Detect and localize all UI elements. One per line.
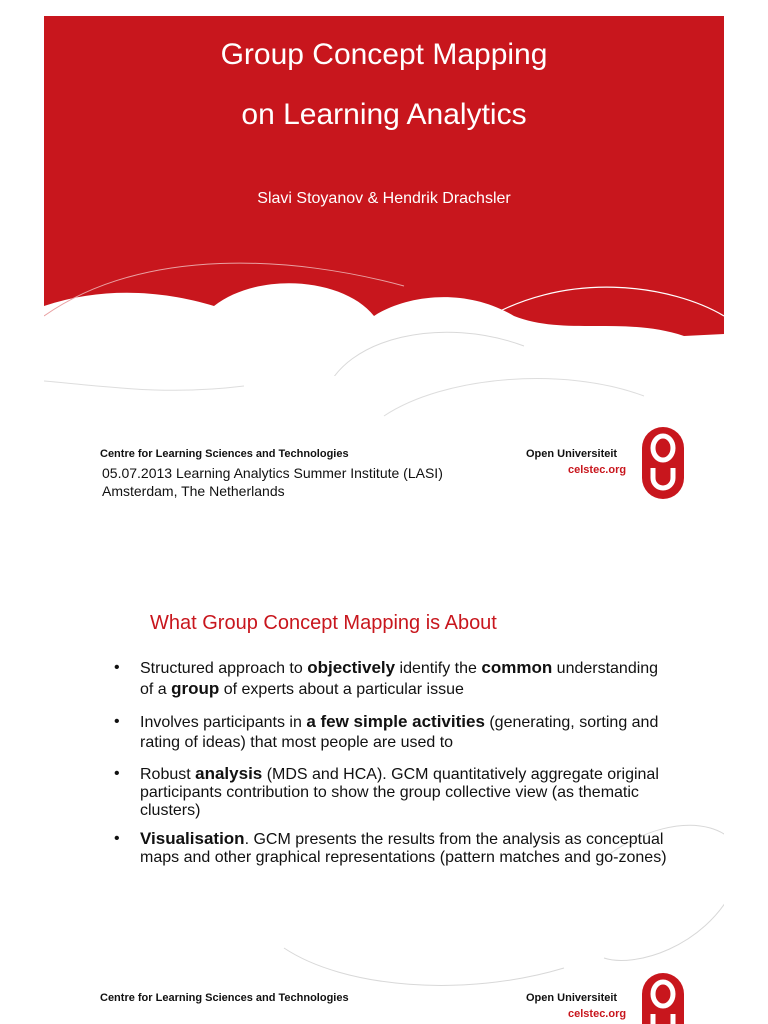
brand-name: Open Universiteit	[526, 448, 618, 460]
brand-site: celstec.org	[568, 464, 627, 476]
bullet-text: Structured approach to	[140, 660, 308, 677]
footer-org: Centre for Learning Sciences and Technologies	[100, 992, 349, 1004]
open-universiteit-logo-icon	[641, 972, 685, 1024]
bullet-text: . GCM presents the results from the analysis as conceptual maps and other graphical representations (pattern matches and go-zones)	[140, 831, 667, 866]
list-item	[114, 712, 674, 753]
footer-org: Centre for Learning Sciences and Technologies	[100, 448, 349, 460]
bullet-icon: •	[114, 713, 120, 730]
bullet-list	[114, 658, 674, 867]
slide-title-line-2: on Learning Analytics	[241, 98, 527, 131]
bullet-emphasis: common	[481, 658, 553, 677]
bullet-text: identify the	[395, 660, 482, 677]
list-item	[114, 830, 674, 867]
bullet-text: Robust	[140, 766, 196, 783]
bullet-emphasis: Visualisation	[140, 829, 245, 848]
bullet-icon: •	[114, 830, 120, 847]
bullet-text: Involves participants in	[140, 714, 307, 731]
bullet-text: of experts about a particular issue	[219, 681, 464, 698]
bullet-text: (generating, sorting and rating of ideas) that most people are used to	[140, 714, 659, 751]
swoosh-decoration	[44, 16, 724, 512]
title-slide	[44, 16, 724, 512]
bullet-emphasis: analysis	[195, 764, 263, 783]
list-item	[114, 658, 674, 700]
bullet-emphasis: objectively	[307, 658, 396, 677]
slide-title: What Group Concept Mapping is About	[150, 612, 497, 634]
list-item	[114, 765, 674, 820]
brand-name: Open Universiteit	[526, 992, 618, 1004]
brand-site: celstec.org	[568, 1008, 627, 1020]
bullet-icon: •	[114, 765, 120, 782]
slide-title-line-1: Group Concept Mapping	[220, 38, 548, 71]
bullet-text: understanding of a	[140, 660, 659, 698]
content-slide	[44, 528, 724, 1024]
bullet-emphasis: group	[171, 679, 220, 698]
event-info: 05.07.2013 Learning Analytics Summer Institute (LASI)	[102, 465, 443, 481]
bullet-text: (MDS and HCA). GCM quantitatively aggregate original participants contribution to show the group collective view (as thematic clusters)	[140, 766, 659, 819]
authors: Slavi Stoyanov & Hendrik Drachsler	[257, 190, 511, 207]
bullet-emphasis: a few simple activities	[306, 712, 485, 731]
event-location: Amsterdam, The Netherlands	[102, 483, 285, 499]
bullet-icon: •	[114, 659, 120, 676]
open-universiteit-logo-icon	[641, 426, 685, 500]
